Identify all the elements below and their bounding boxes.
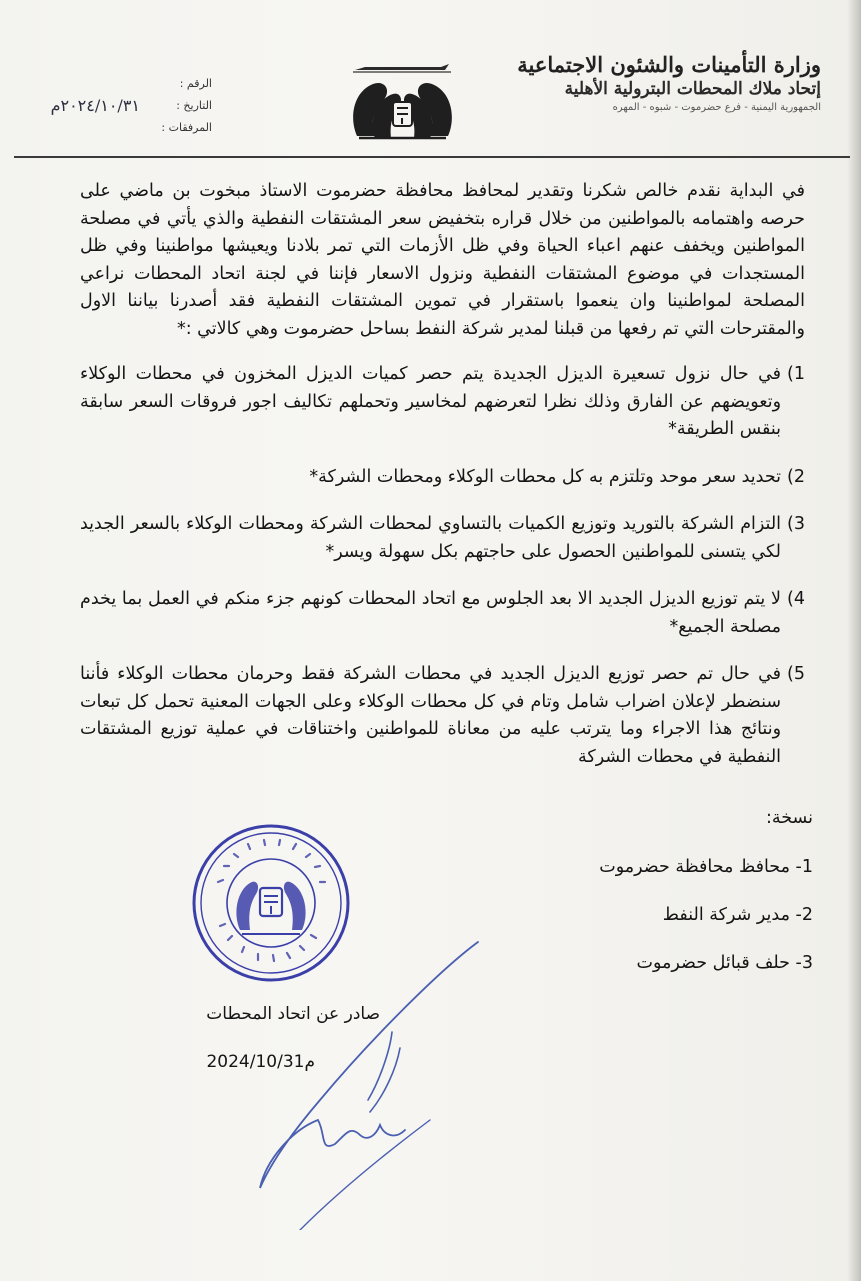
union-name: إتحاد ملاك المحطات البترولية الأهلية xyxy=(564,79,821,99)
reference-block xyxy=(22,72,212,138)
copies-list xyxy=(513,808,813,996)
date-value: ٢٠٢٤/١٠/٣١م xyxy=(50,95,140,115)
handwritten-signature-icon xyxy=(200,930,500,1230)
item-number: 3) xyxy=(787,514,805,534)
item-text: تحديد سعر موحد وتلتزم به كل محطات الوكلاء ومحطات الشركة* xyxy=(309,466,782,487)
list-item xyxy=(80,661,805,771)
issuer-line: صادر عن اتحاد المحطات xyxy=(206,1004,380,1024)
letterhead-org xyxy=(441,52,821,116)
list-item xyxy=(80,361,805,444)
issue-date: 2024/10/31م xyxy=(206,1052,315,1072)
letter-body xyxy=(80,178,805,791)
list-item xyxy=(80,511,805,566)
attachments-label: المرفقات : xyxy=(161,120,212,134)
union-logo-icon xyxy=(345,58,460,142)
copy-recipient: 3- حلف قبائل حضرموت xyxy=(636,953,813,973)
list-item xyxy=(80,464,805,492)
list-item xyxy=(80,586,805,641)
location-line: الجمهورية اليمنية - فرع حضرموت - شبوه - المهره xyxy=(612,102,821,113)
header-divider xyxy=(14,156,850,158)
page-edge-shadow xyxy=(847,0,861,1281)
item-text: في حال تم حصر توزيع الديزل الجديد في محطات الشركة فقط وحرمان محطات الوكلاء فأننا سنضطر لإعلان اضراب شامل وتام في كل محطات الوكلاء وعلى الجهات المعنية تحمل كل تبعات ونتائج هذا الاجراء وما يترتب عليه من معاناة للمواطنين واختناقات في عملية توزيع المشتقات النفطية في محطات الشركة xyxy=(80,664,782,767)
ministry-name: وزارة التأمينات والشئون الاجتماعية xyxy=(517,52,821,77)
item-text: التزام الشركة بالتوريد وتوزيع الكميات بالتساوي لمحطات الشركة ومحطات الوكلاء بالسعر الجديد لكي يتسنى للمواطنين الحصول على حاجتهم بكل سهولة ويسر* xyxy=(80,514,782,562)
ref-label: الرقم : xyxy=(179,76,212,90)
item-number: 5) xyxy=(787,664,805,684)
copies-title: نسخة: xyxy=(765,808,813,828)
date-label: التاريخ : xyxy=(176,98,212,112)
item-number: 4) xyxy=(787,589,805,609)
copy-recipient: 2- مدير شركة النفط xyxy=(662,905,813,925)
item-number: 2) xyxy=(787,466,805,487)
item-number: 1) xyxy=(787,364,805,384)
copy-recipient: 1- محافظ محافظة حضرموت xyxy=(599,857,813,877)
item-text: لا يتم توزيع الديزل الجديد الا بعد الجلوس مع اتحاد المحطات كونهم جزء منكم في العمل بما يخدم مصلحة الجميع* xyxy=(80,589,782,637)
item-text: في حال نزول تسعيرة الديزل الجديدة يتم حصر كميات الديزل المخزون في محطات الوكلاء وتعويضهم عن الفارق وذلك نظرا لتعرضهم لمخاسير وتحملهم تكاليف اجور فروقات السعر سابقة بنقس الطريقة* xyxy=(80,364,782,439)
intro-paragraph: في البداية نقدم خالص شكرنا وتقدير لمحافظ محافظة حضرموت الاستاذ مبخوت بن ماضي على حرصه واهتمامه بالمواطنين من خلال قراره بتخفيض سعر المشتقات النفطية والذي يأتي في مصلحة المواطنين ويخفف عنهم اعباء الحياة وفي ظل الأزمات التي تمر بلادنا ويعيشها مواطنينا وفي ظل المستجدات في موضوع المشتقات النفطية ونزول الاسعار فإننا في لجنة اتحاد المحطات نراعي المصلحة لمواطنينا وان ينعموا باستقرار في تموين المشتقات النفطية فقد أصدرنا بياننا الاول والمقترحات التي تم رفعها من قبلنا لمدير شركة النفط بساحل حضرموت وهي كالاتي :* xyxy=(80,181,805,339)
